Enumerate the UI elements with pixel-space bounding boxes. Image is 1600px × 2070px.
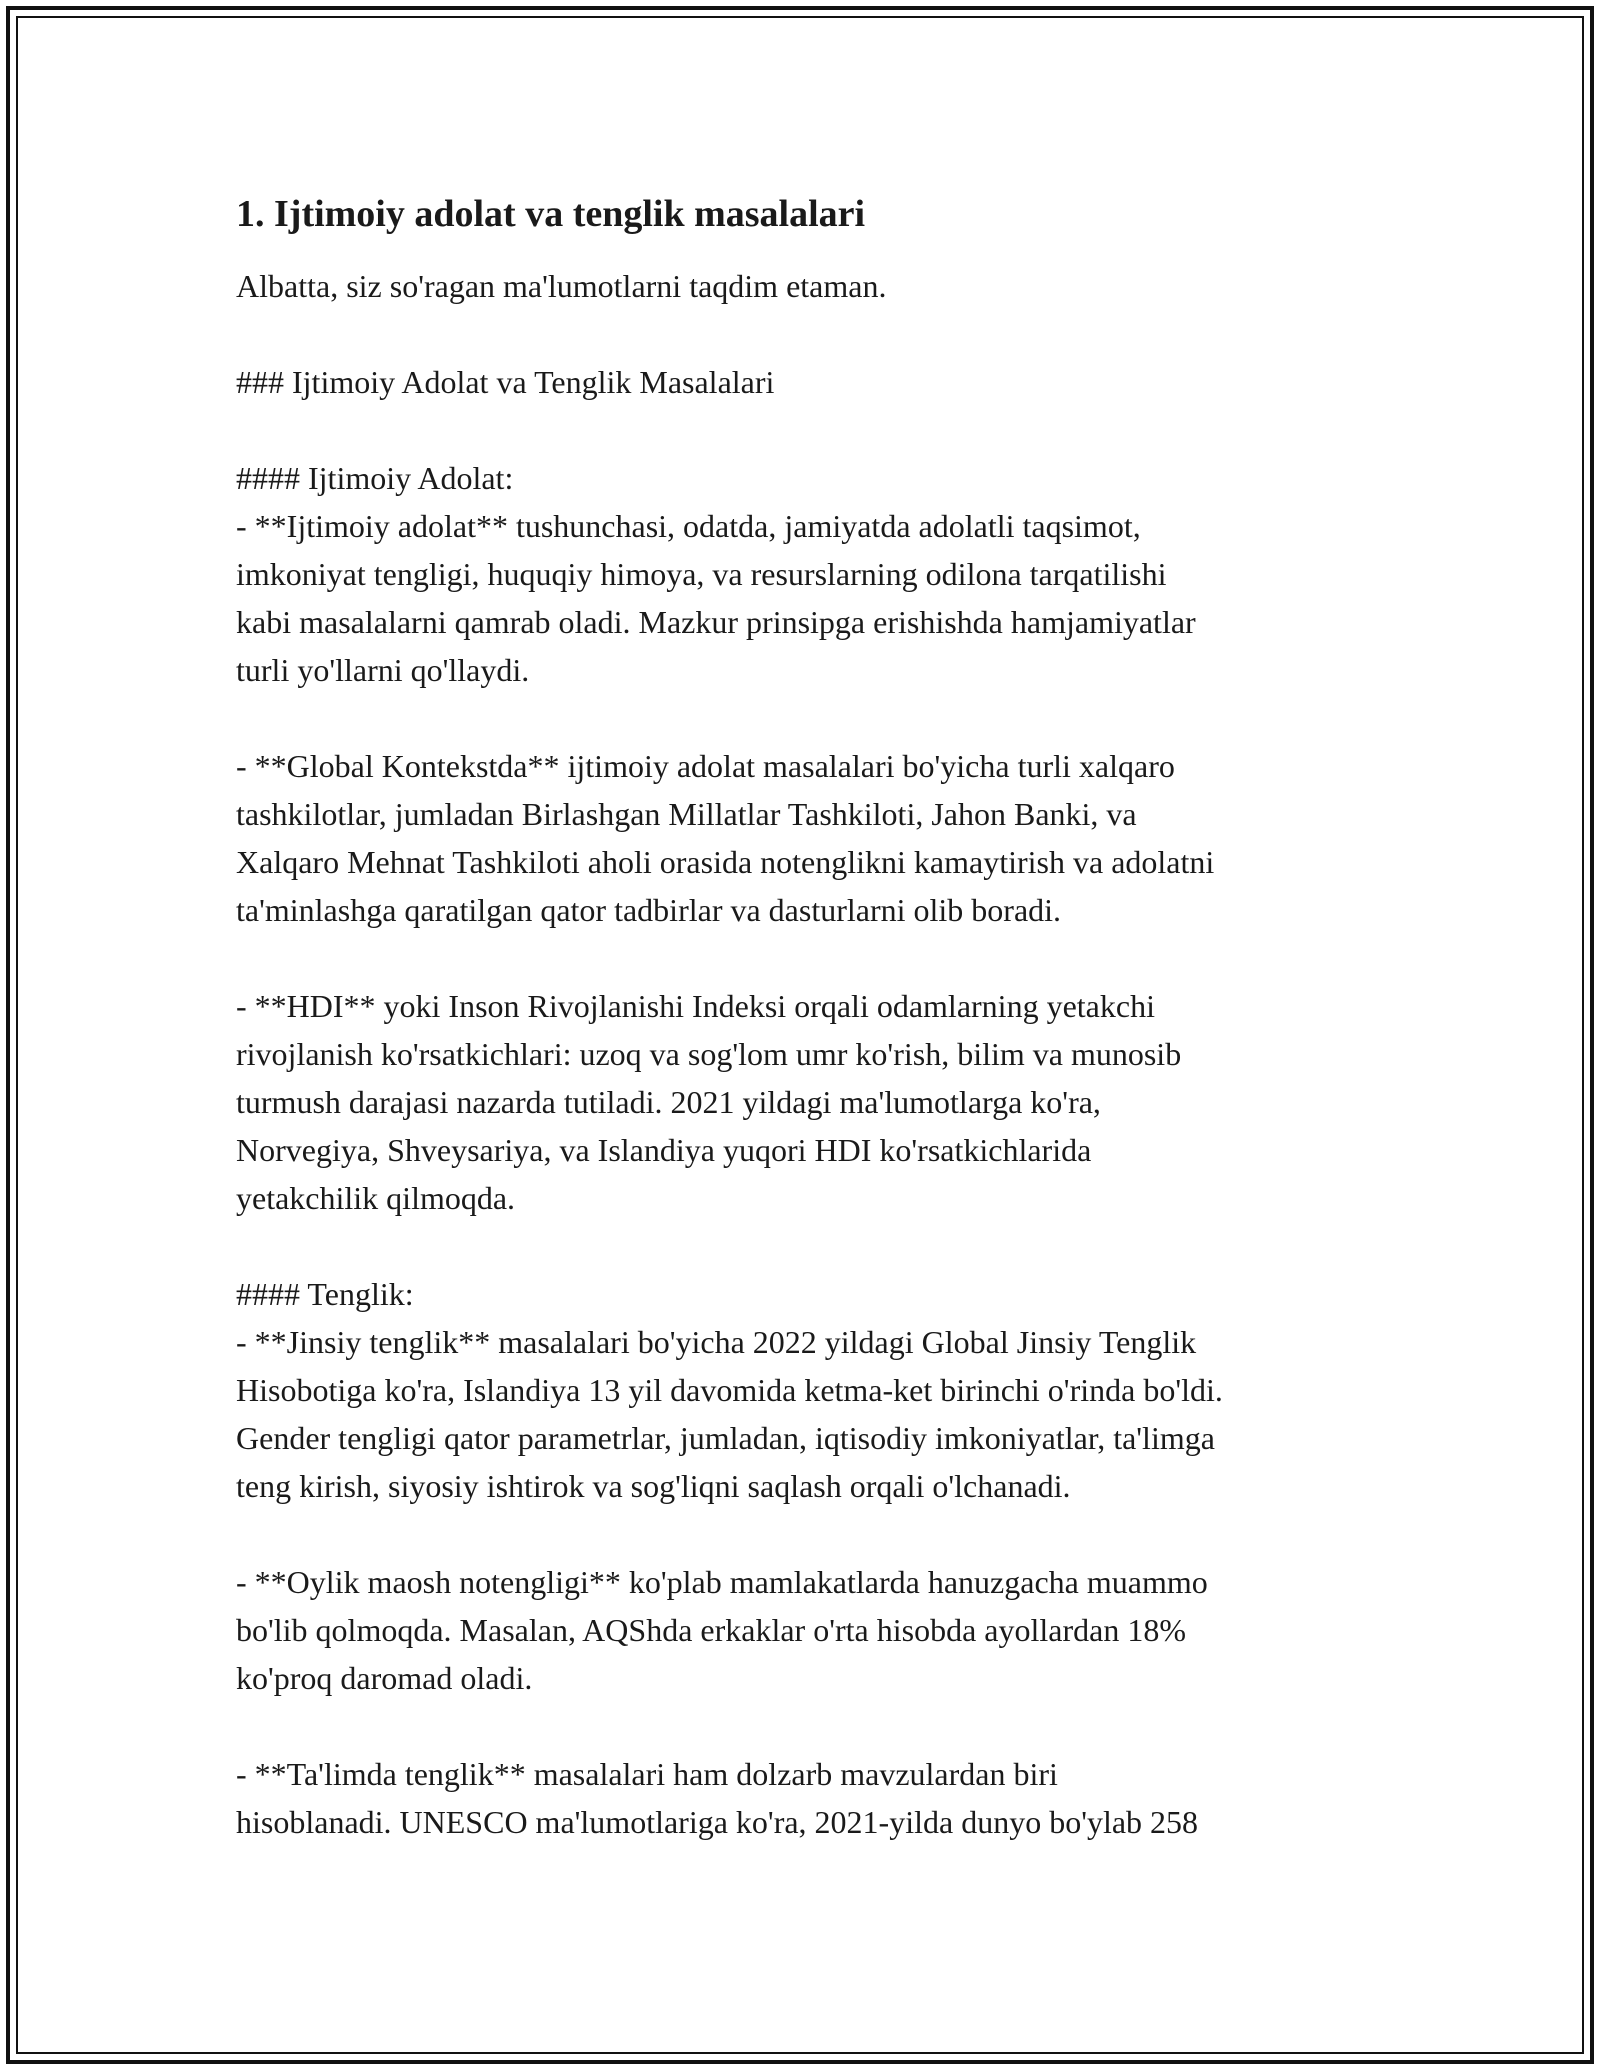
text-line: - **Ijtimoiy adolat** tushunchasi, odatda, jamiyatda adolatli taqsimot,: [236, 508, 1141, 544]
paragraph-gap: [236, 1222, 1376, 1270]
talimda-tenglik-paragraph: [236, 1750, 1376, 1846]
text-line: #### Ijtimoiy Adolat:: [236, 460, 514, 496]
text-line: Hisobotiga ko'ra, Islandiya 13 yil davomida ketma-ket birinchi o'rinda bo'ldi.: [236, 1372, 1223, 1408]
tenglik-paragraph: [236, 1270, 1376, 1510]
text-line: rivojlanish ko'rsatkichlari: uzoq va sog'lom umr ko'rish, bilim va munosib: [236, 1036, 1182, 1072]
document-body: [236, 186, 1376, 1846]
paragraph-gap: [236, 310, 1376, 358]
page-title: 1. Ijtimoiy adolat va tenglik masalalari: [236, 193, 866, 235]
text-line: yetakchilik qilmoqda.: [236, 1180, 516, 1216]
text-line: Albatta, siz so'ragan ma'lumotlarni taqdim etaman.: [236, 268, 887, 304]
paragraph-gap: [236, 694, 1376, 742]
text-line: ### Ijtimoiy Adolat va Tenglik Masalalari: [236, 364, 775, 400]
ijtimoiy-adolat-paragraph: [236, 454, 1376, 694]
text-line: teng kirish, siyosiy ishtirok va sog'liqni saqlash orqali o'lchanadi.: [236, 1468, 1071, 1504]
paragraph-gap: [236, 406, 1376, 454]
text-line: Gender tengligi qator parametrlar, jumladan, iqtisodiy imkoniyatlar, ta'limga: [236, 1420, 1215, 1456]
text-line: - **Oylik maosh notengligi** ko'plab mamlakatlarda hanuzgacha muammo: [236, 1564, 1208, 1600]
text-line: ta'minlashga qaratilgan qator tadbirlar va dasturlarni olib boradi.: [236, 892, 1062, 928]
paragraph-gap: [236, 934, 1376, 982]
text-line: Xalqaro Mehnat Tashkiloti aholi orasida notenglikni kamaytirish va adolatni: [236, 844, 1215, 880]
text-line: turli yo'llarni qo'llaydi.: [236, 652, 530, 688]
text-line: - **Jinsiy tenglik** masalalari bo'yicha 2022 yildagi Global Jinsiy Tenglik: [236, 1324, 1197, 1360]
paragraph-gap: [236, 1702, 1376, 1750]
text-line: ko'proq daromad oladi.: [236, 1660, 533, 1696]
oylik-maosh-paragraph: [236, 1558, 1376, 1702]
hdi-paragraph: [236, 982, 1376, 1222]
text-line: bo'lib qolmoqda. Masalan, AQShda erkaklar o'rta hisobda ayollardan 18%: [236, 1612, 1186, 1648]
text-line: - **Ta'limda tenglik** masalalari ham dolzarb mavzulardan biri: [236, 1756, 1058, 1792]
text-line: #### Tenglik:: [236, 1276, 414, 1312]
text-line: tashkilotlar, jumladan Birlashgan Millatlar Tashkiloti, Jahon Banki, va: [236, 796, 1137, 832]
text-line: hisoblanadi. UNESCO ma'lumotlariga ko'ra, 2021-yilda dunyo bo'ylab 258: [236, 1804, 1199, 1840]
text-line: imkoniyat tengligi, huquqiy himoya, va resurslarning odilona tarqatilishi: [236, 556, 1167, 592]
text-line: - **Global Kontekstda** ijtimoiy adolat masalalari bo'yicha turli xalqaro: [236, 748, 1175, 784]
text-line: turmush darajasi nazarda tutiladi. 2021 yildagi ma'lumotlarga ko'ra,: [236, 1084, 1101, 1120]
paragraph-gap: [236, 1510, 1376, 1558]
text-line: Norvegiya, Shveysariya, va Islandiya yuqori HDI ko'rsatkichlarida: [236, 1132, 1092, 1168]
section-heading-paragraph: [236, 358, 1376, 406]
intro-paragraph: [236, 262, 1376, 310]
text-line: kabi masalalarni qamrab oladi. Mazkur prinsipga erishishda hamjamiyatlar: [236, 604, 1196, 640]
global-kontekst-paragraph: [236, 742, 1376, 934]
text-line: - **HDI** yoki Inson Rivojlanishi Indeksi orqali odamlarning yetakchi: [236, 988, 1155, 1024]
